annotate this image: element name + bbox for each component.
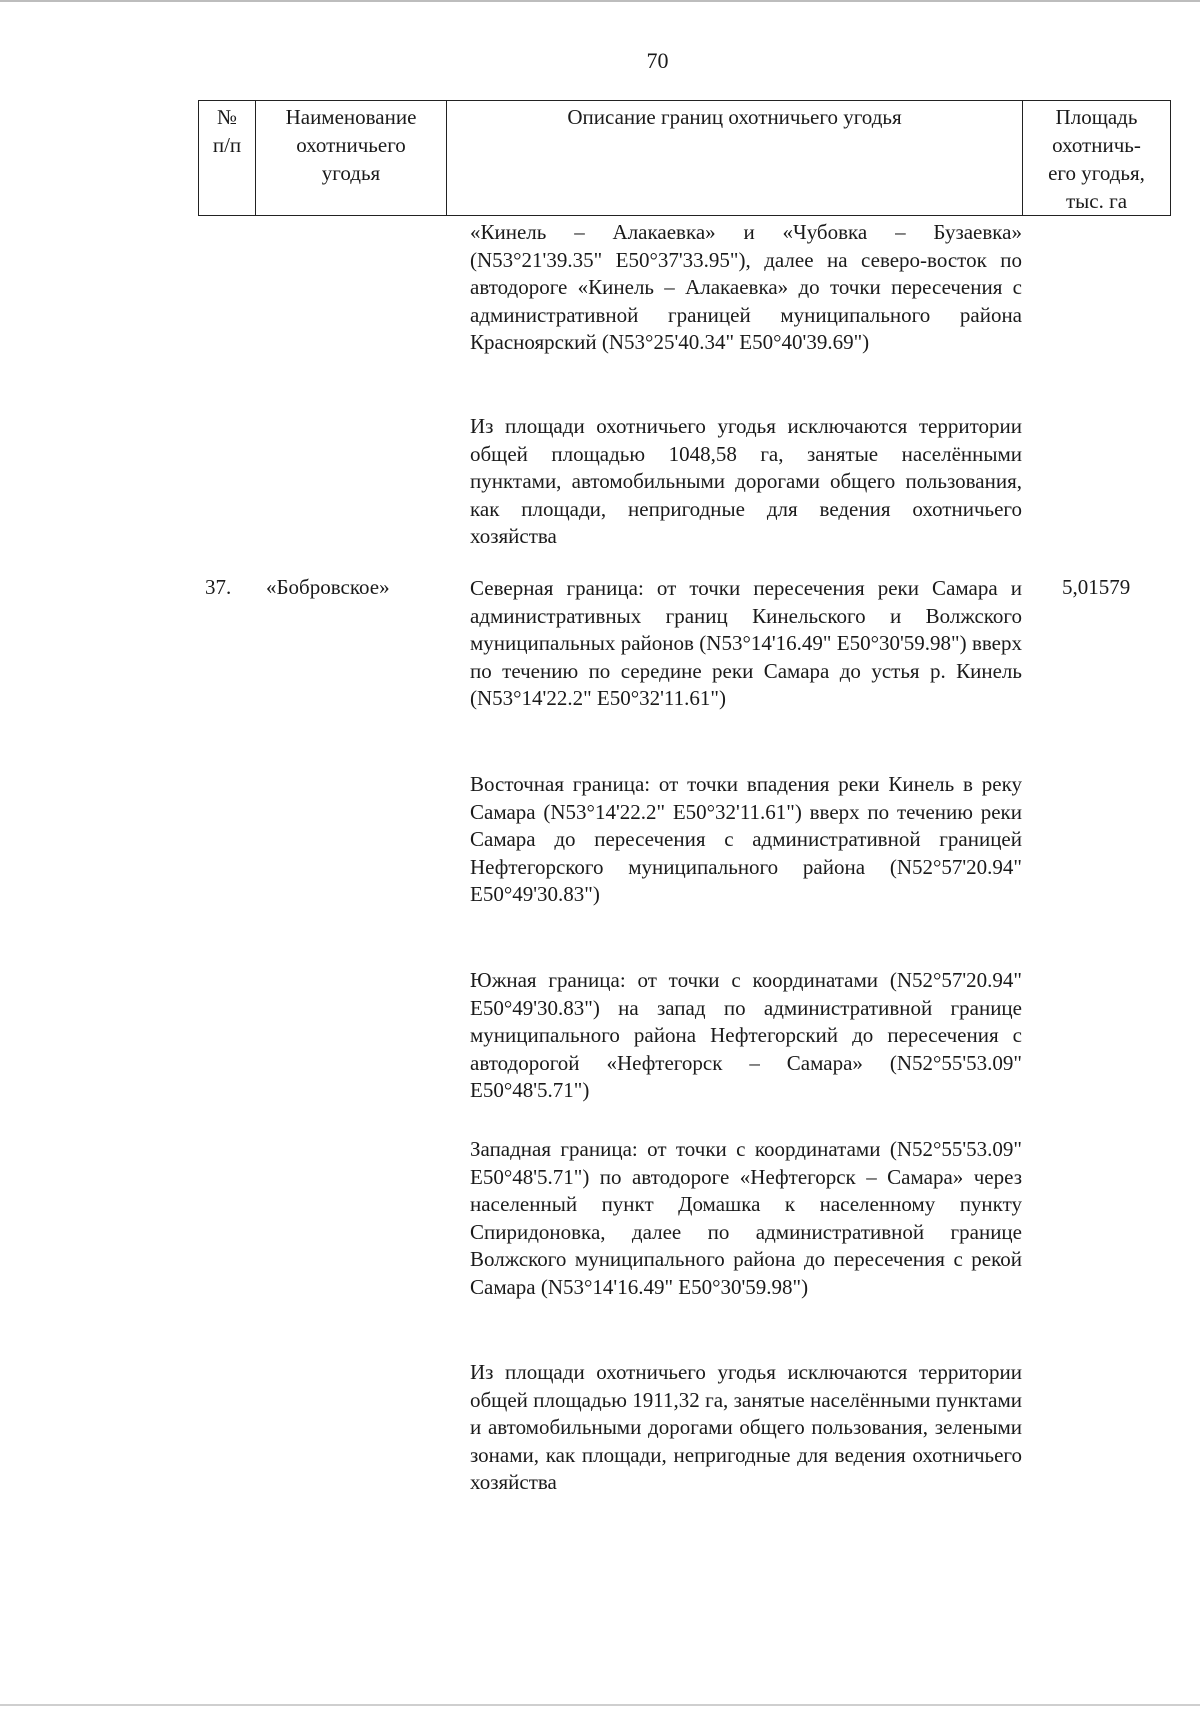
entry-west-boundary: Западная граница: от точки с координатами (N52°55'53.09" E50°48'5.71") по автодороге «Нефтегорск – Самара» через населенный пункт Домашка к населенному пункту Спиридоновка, далее по административной границе Волжского муниципального района до пересечения с рекой Самара (N53°14'16.49" E50°30'59.98")	[470, 1137, 1022, 1299]
header-number	[199, 101, 256, 216]
entry-south-boundary: Южная граница: от точки с координатами (N52°57'20.94" E50°49'30.83") на запад по административной границе муниципального района Нефтегорский до пересечения с автодорогой «Нефтегорск – Самара» (N52°55'53.09" E50°48'5.71")	[470, 968, 1022, 1102]
header-description-label: Описание границ охотничьего угодья	[567, 105, 902, 129]
continuation-exclusion-text: Из площади охотничьего угодья исключаются территории общей площадью 1048,58 га, занятые населёнными пунктами, автомобильными дорогами общего пользования, как площади, непригодные для ведения охотничьего хозяйства	[470, 414, 1022, 548]
header-area-label: Площадь охотничь- его угодья, тыс. га	[1048, 105, 1145, 213]
entry-east-boundary: Восточная граница: от точки впадения реки Кинель в реку Самара (N53°14'22.2" E50°32'11.61") вверх по течению реки Самара до пересечения с административной границей Нефтегорского муниципального района (N52°57'20.94" E50°49'30.83")	[470, 772, 1022, 906]
header-number-label: № п/п	[212, 105, 242, 157]
header-description	[447, 101, 1023, 216]
entry-name: «Бобровское»	[266, 575, 390, 599]
scan-edge-top	[0, 0, 1200, 2]
entry-area: 5,01579	[1062, 575, 1131, 599]
scan-edge-bottom	[0, 1704, 1200, 1706]
header-area	[1023, 101, 1171, 216]
entry-north-boundary: Северная граница: от точки пересечения реки Самара и административных границ Кинельского и Волжского муниципальных районов (N53°14'16.49" E50°30'59.98") вверх по течению по середине реки Самара до устья р. Кинель (N53°14'22.2" E50°32'11.61")	[470, 576, 1022, 710]
entry-exclusion-text: Из площади охотничьего угодья исключаются территории общей площадью 1911,32 га, занятые населёнными пунктами и автомобильными дорогами общего пользования, зелеными зонами, как площади, непригодные для ведения охотничьего хозяйства	[470, 1360, 1022, 1494]
header-name	[256, 101, 447, 216]
table-header	[198, 100, 1171, 216]
continuation-boundary-text: «Кинель – Алакаевка» и «Чубовка – Бузаевка» (N53°21'39.35" E50°37'33.95"), далее на северо-восток по автодороге «Кинель – Алакаевка» до точки пересечения с административной границей муниципального района Красноярский (N53°25'40.34" E50°40'39.69")	[470, 220, 1022, 354]
entry-number: 37.	[205, 575, 232, 599]
header-name-label: Наименование охотничьего угодья	[285, 105, 417, 185]
page-number: 70	[646, 48, 669, 73]
